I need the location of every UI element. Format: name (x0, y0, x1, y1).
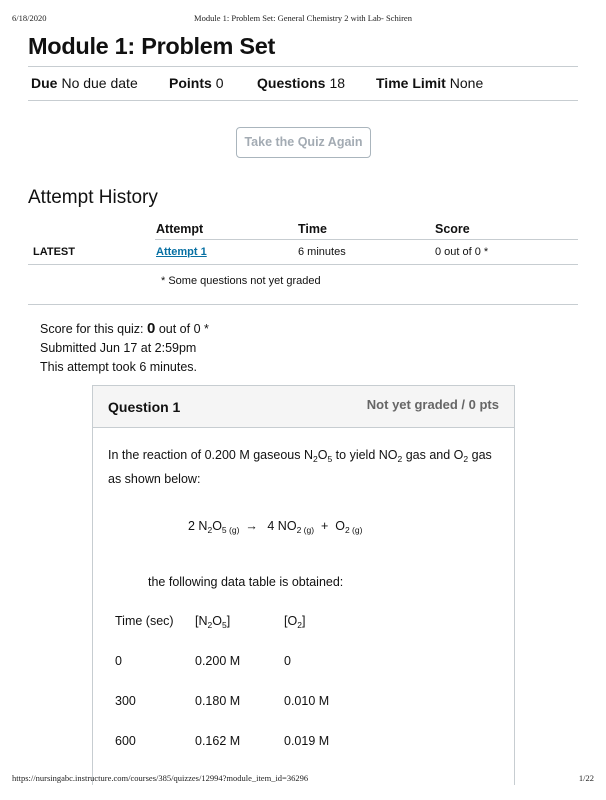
meta-due (31, 75, 138, 91)
question-status: Not yet graded / 0 pts (366, 397, 499, 412)
table-header-n2o5: $[N_2O_5]$ (195, 614, 231, 630)
table-intro-text: the following data table is obtained: (148, 575, 344, 589)
quiz-meta-bar (28, 66, 578, 101)
question-text-part-4: gas and O (402, 448, 464, 462)
table-cell: 300 (115, 694, 136, 708)
question-card (92, 385, 515, 785)
score-prefix: Score for this quiz: (40, 322, 144, 336)
score-value: 0 (147, 320, 156, 337)
question-title: Question 1 (108, 399, 181, 415)
table-cell: 0.010 M (284, 694, 330, 708)
table-cell: 0.200 M (195, 654, 241, 668)
question-text-part-1: In the reaction of 0.200 M gaseous N (108, 448, 313, 462)
question-text-part-2: O (317, 448, 328, 462)
meta-questions (257, 75, 345, 91)
column-header-score: Score (435, 222, 470, 236)
column-header-attempt: Attempt (156, 222, 204, 236)
table-cell: 600 (115, 734, 136, 748)
table-cell: 0 (115, 654, 122, 668)
score-suffix: out of 0 * (158, 322, 209, 336)
meta-points-label: Points (169, 75, 212, 91)
table-cell: 0.180 M (195, 694, 241, 708)
attempt-score: 0 out of 0 * (435, 246, 489, 258)
submitted-line: Submitted Jun 17 at 2:59pm (40, 341, 197, 355)
page-title: Module 1: Problem Set (28, 33, 276, 59)
attempt-table-header (155, 216, 578, 240)
score-line (40, 319, 209, 339)
print-footer (12, 773, 594, 787)
meta-points-value: 0 (215, 75, 224, 91)
question-text-part-5: gas as shown below: (108, 448, 492, 486)
reaction-equation: 2 $N_2O_{5 (g)} \to 4$ $NO_{2 (g)} + O_{2 (g)}$ (188, 519, 363, 535)
table-cell: 0 (284, 654, 291, 668)
table-cell: 0.019 M (284, 734, 330, 748)
meta-time-limit-value: None (449, 75, 484, 91)
quiz-summary (40, 319, 209, 377)
section-divider (28, 304, 578, 305)
print-document-title: Module 1: Problem Set: General Chemistry 2 with Lab- Schiren (194, 13, 412, 23)
table-row (28, 240, 578, 265)
meta-points (169, 75, 224, 91)
page-number: 1/22 (578, 773, 594, 783)
meta-time-limit (376, 75, 483, 91)
column-header-time: Time (298, 222, 327, 236)
meta-due-label: Due (31, 75, 58, 91)
table-header-o2: $[O_2]$ (284, 614, 306, 630)
attempt-1-link[interactable]: Attempt 1 (156, 246, 207, 258)
print-date: 6/18/2020 (12, 13, 47, 23)
ungraded-note: * Some questions not yet graded (161, 275, 321, 287)
table-header-time: Time (sec) (115, 614, 174, 628)
print-url: https://nursingabc.instructure.com/courses/385/quizzes/12994?module_item_id=36296 (12, 773, 309, 783)
attempt-time: 6 minutes (298, 246, 346, 258)
table-cell: 0.162 M (195, 734, 241, 748)
meta-questions-label: Questions (257, 75, 326, 91)
question-text-part-3: to yield NO (332, 448, 398, 462)
meta-time-limit-label: Time Limit (376, 75, 446, 91)
meta-questions-value: 18 (329, 75, 346, 91)
attempt-history-title: Attempt History (28, 187, 158, 208)
latest-label: LATEST (33, 246, 75, 258)
question-text: In the reaction of 0.200 M gaseous $N_2O_5$ to yield $NO_2$ gas and $O_2$ gas as shown below: (108, 448, 492, 486)
take-quiz-again-button[interactable]: Take the Quiz Again (236, 127, 371, 158)
meta-due-value: No due date (61, 75, 138, 91)
duration-line: This attempt took 6 minutes. (40, 360, 198, 374)
print-header (12, 13, 594, 27)
question-header (93, 386, 514, 428)
